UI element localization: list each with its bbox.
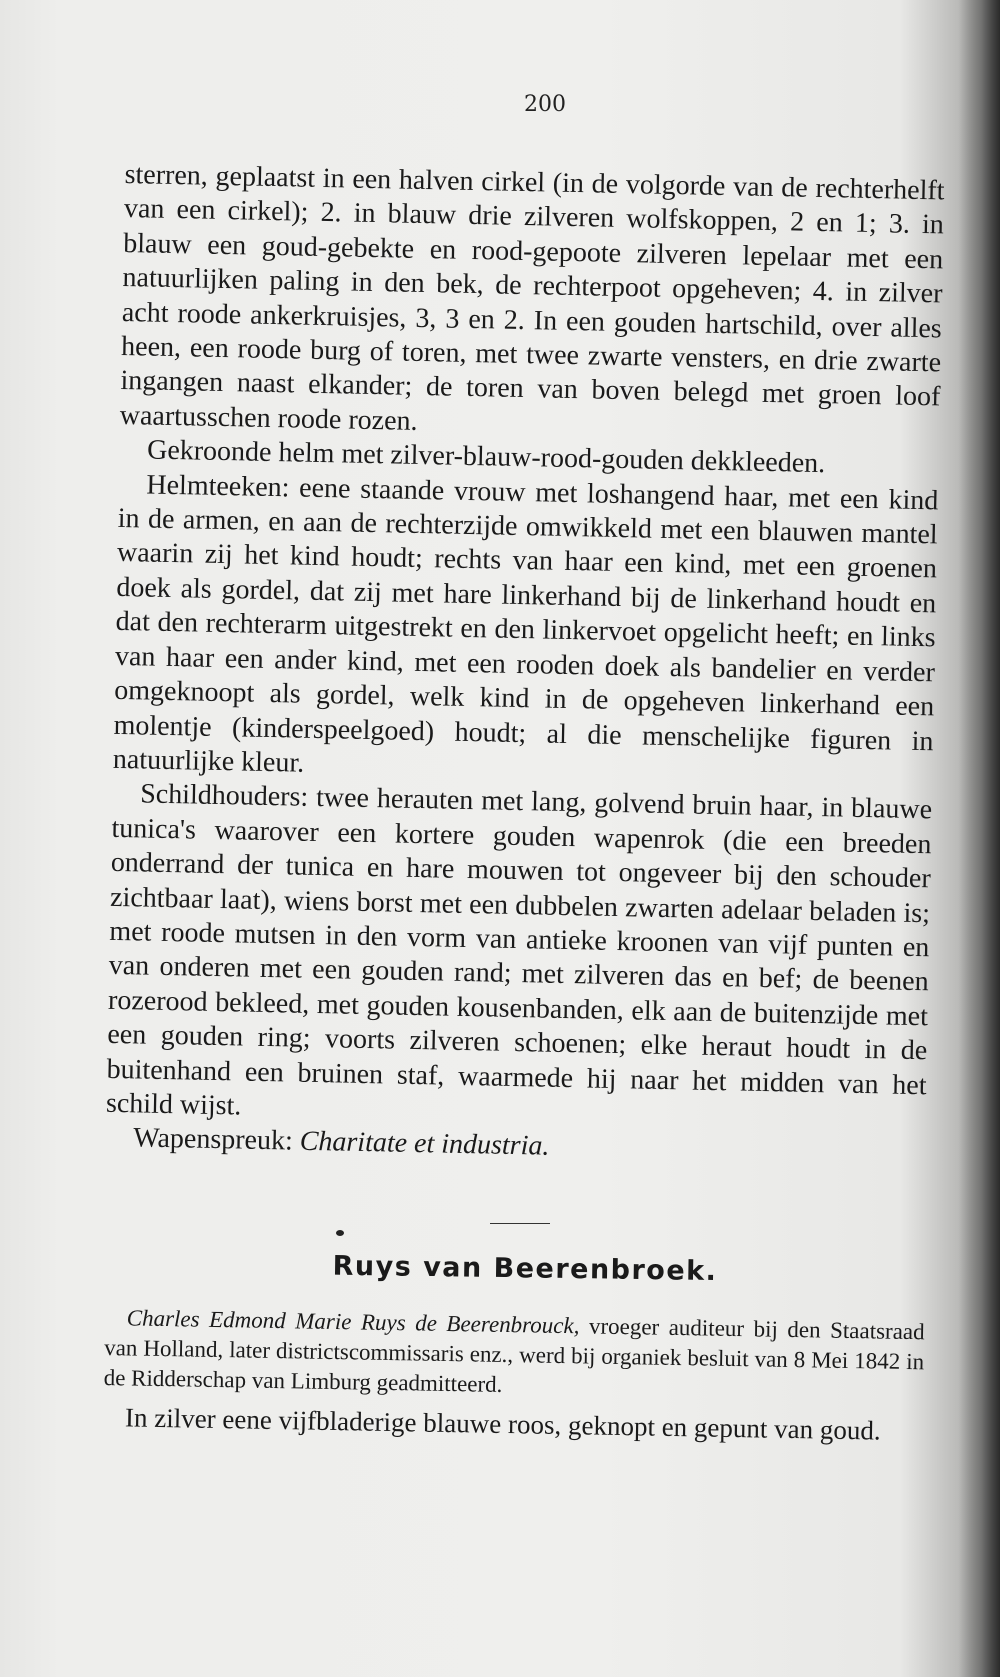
section-title: Ruys van Beerenbroek. bbox=[332, 1250, 718, 1288]
person-description: vroeger auditeur bij den Staatsraad van Holland, later districtscommissaris enz., werd bij organiek besluit van 8 Mei 1842 in de Ridderschap van Limburg geadmitteerd. bbox=[103, 1313, 925, 1397]
motto-value: Charitate et industria. bbox=[299, 1126, 550, 1163]
person-name: Charles Edmond Marie Ruys de Beerenbrouck, bbox=[126, 1305, 580, 1339]
motto-label: Wapenspreuk: bbox=[133, 1122, 294, 1157]
section-divider bbox=[490, 1223, 550, 1224]
person-paragraph bbox=[103, 1303, 924, 1407]
spine-shadow bbox=[958, 0, 1000, 1677]
page-number: 200 bbox=[524, 92, 566, 117]
paragraph-supporters: Schildhouders: twee herauten met lang, golvend bruin haar, in blauwe tunica's waarover een kortere gouden wapenrok (die een breeden onderrand der tunica en hare mouwen tot ongeveer bij den schouder zichtbaar laat), wiens borst met een dubbelen zwarten adelaar beladen is; met roode mutsen in den vorm van antieke kroonen van vijf punten en van onderen met een gouden rand; met zilveren das en bef; de beenen rozerood bekleed, met gouden kousenbanden, elk aan de buitenzijde met een gouden ring; voorts zilveren schoenen; elke heraut houdt in de buitenhand een bruinen staf, waarmede hij naar het midden van het schild wijst. bbox=[105, 778, 933, 1122]
paragraph-shield-continuation: sterren, geplaatst in een halven cirkel (in de volgorde van de rechterhelft van een cirkel); 2. in blauw drie zilveren wolfskoppen, 2 en 1; 3. in blauw een goud-gebekte en rood-gepoote zilveren lepelaar met een natuurlijken paling in den bek, de rechterpoot opgeheven; 4. in zilver acht roode ankerkruisjes, 3, 3 en 2. In een gouden hartschild, over alles heen, een roode burg of toren, met twee zwarte vensters, en drie zwarte ingangen naast elkander; de toren van boven belegd met groen loof waartusschen roode rozen. bbox=[119, 158, 945, 437]
section-body bbox=[103, 1303, 925, 1448]
blazon-paragraph: In zilver eene vijfbladerige blauwe roos, geknopt en gepunt van goud. bbox=[124, 1402, 881, 1446]
main-text bbox=[105, 158, 945, 1172]
ink-spot bbox=[336, 1230, 344, 1236]
paragraph-crest: Helmteeken: eene staande vrouw met loshangend haar, met een kind in de armen, en aan de rechterzijde omwikkeld met een blauwen mantel waarin zij het kind houdt; rechts van haar een kind, met een groenen doek als gordel, dat zij met hare linkerhand bij de linkerhand houdt en dat den rechterarm uitgestrekt en den linkervoet opgelicht heeft; en links van haar een ander kind, met een rooden doek als bandelier en verder omgeknoopt als gordel, welk kind in de opgeheven linkerhand een molentje (kinderspeelgoed) houdt; al die menschelijke figuren in natuurlijke kleur. bbox=[112, 469, 939, 779]
paragraph-helmet: Gekroonde helm met zilver-blauw-rood-gouden dekkleeden. bbox=[146, 434, 826, 480]
